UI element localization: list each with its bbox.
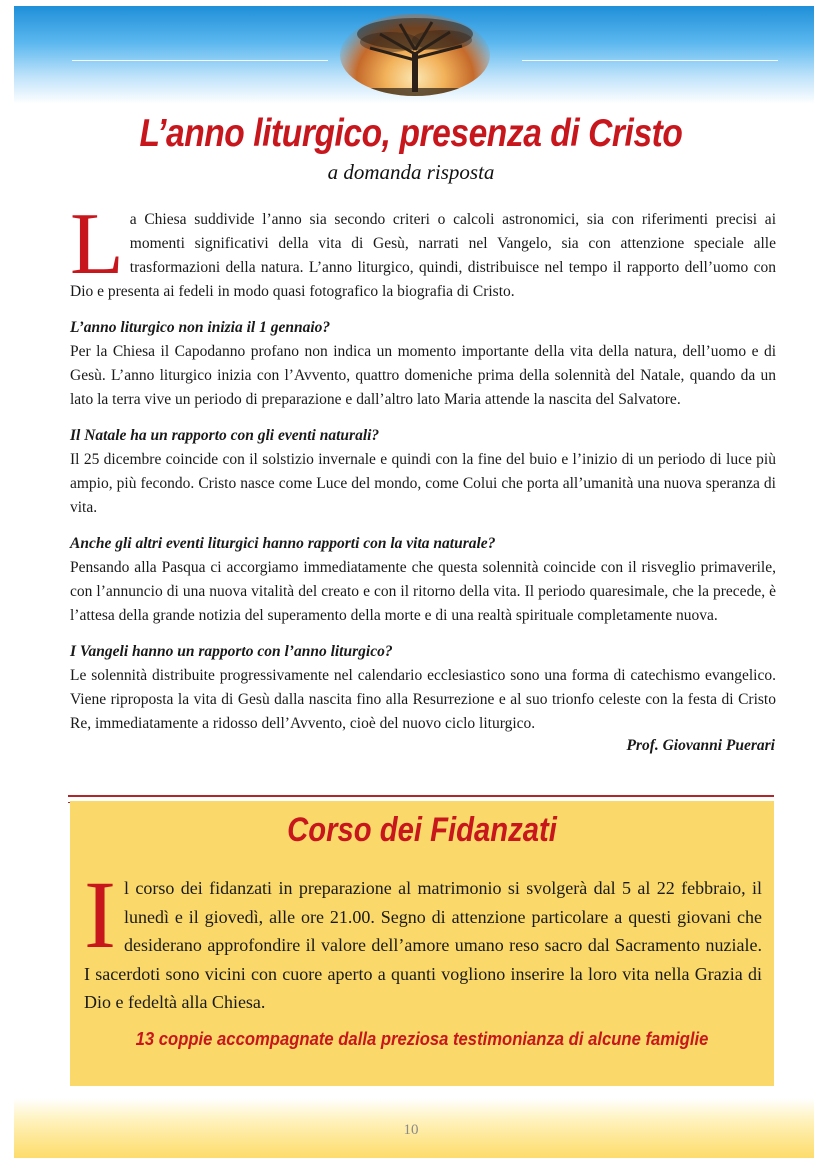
drop-cap: L xyxy=(70,196,124,293)
question-heading: Anche gli altri eventi liturgici hanno rapporti con la vita naturale? xyxy=(70,535,496,552)
notice-box xyxy=(70,801,774,1086)
author-signature: Prof. Giovanni Puerari xyxy=(626,737,775,754)
answer-paragraph: Pensando alla Pasqua ci accorgiamo immediatamente che questa solennità coincide con il risveglio primaverile, con l’annuncio di una nuova vitalità del creato e con il ritorno della vita. Il periodo quaresimale, che la precede, è l’attesa della grande notizia del superamento della morte e di una realtà spirituale completamente nuova. xyxy=(70,559,776,624)
intro-paragraph xyxy=(70,196,776,304)
notice-body: l corso dei fidanzati in preparazione al matrimonio si svolgerà dal 5 al 22 febbraio, il lunedì e il giovedì, alle ore 21.00. Segno di attenzione particolare a questi giovani che desiderano approfondire il valore dell’amore umano reso sacro dal Sacramento nuziale. I sacerdoti sono vicini con cuore aperto a quanti vogliono inserire la loro vita nella Grazia di Dio e fedeltà alla Chiesa. xyxy=(84,878,762,1012)
notice-footer: 13 coppie accompagnate dalla preziosa testimonianza di alcune famiglie xyxy=(135,1028,709,1049)
article-body xyxy=(70,196,776,736)
tree-icon xyxy=(340,14,490,96)
header-rule-left xyxy=(72,60,328,61)
notice-drop-cap: I xyxy=(84,861,116,968)
answer-paragraph: Le solennità distribuite progressivamente nel calendario ecclesiastico sono una forma di catechismo evangelico. Viene riproposta la vita di Gesù dalla nascita fino alla Resurrezione e al suo trionfo celeste con la festa di Cristo Re, immediatamente a ridosso dell’Avvento, cioè del nuovo ciclo liturgico. xyxy=(70,667,776,732)
question-heading: L’anno liturgico non inizia il 1 gennaio? xyxy=(70,319,331,336)
page-subtitle: a domanda risposta xyxy=(327,160,495,184)
tree-sunset-image xyxy=(340,14,490,96)
question-heading: I Vangeli hanno un rapporto con l’anno liturgico? xyxy=(70,643,393,660)
notice-title: Corso dei Fidanzati xyxy=(287,811,557,849)
answer-paragraph: Il 25 dicembre coincide con il solstizio invernale e quindi con la fine del buio e l’inizio di un periodo di luce più ampio, più fecondo. Cristo nasce come Luce del mondo, come Colui che porta all’umanità una nuova speranza di vita. xyxy=(70,451,776,516)
answer-paragraph: Per la Chiesa il Capodanno profano non indica un momento importante della vita della natura, dell’uomo e di Gesù. L’anno liturgico inizia con l’Avvento, quattro domeniche prima della solennità del Natale, quando da un lato la terra vive un periodo di preparazione e dall’altro lato Maria attende la nascita del Salvatore. xyxy=(70,343,776,408)
question-heading: Il Natale ha un rapporto con gli eventi naturali? xyxy=(70,427,380,444)
intro-text: a Chiesa suddivide l’anno sia secondo criteri o calcoli astronomici, sia con riferimenti precisi ai momenti significativi della vita di Gesù, narrati nel Vangelo, sia con attenzione speciale alle trasformazioni della natura. L’anno liturgico, quindi, distribuisce nel tempo il rapporto dell’uomo con Dio e presenta ai fedeli in modo quasi fotografico la biografia di Cristo. xyxy=(70,211,776,300)
header-rule-right xyxy=(522,60,778,61)
notice-text xyxy=(84,861,762,1017)
page-title: L’anno liturgico, presenza di Cristo xyxy=(139,112,683,155)
page-number: 10 xyxy=(403,1122,419,1138)
